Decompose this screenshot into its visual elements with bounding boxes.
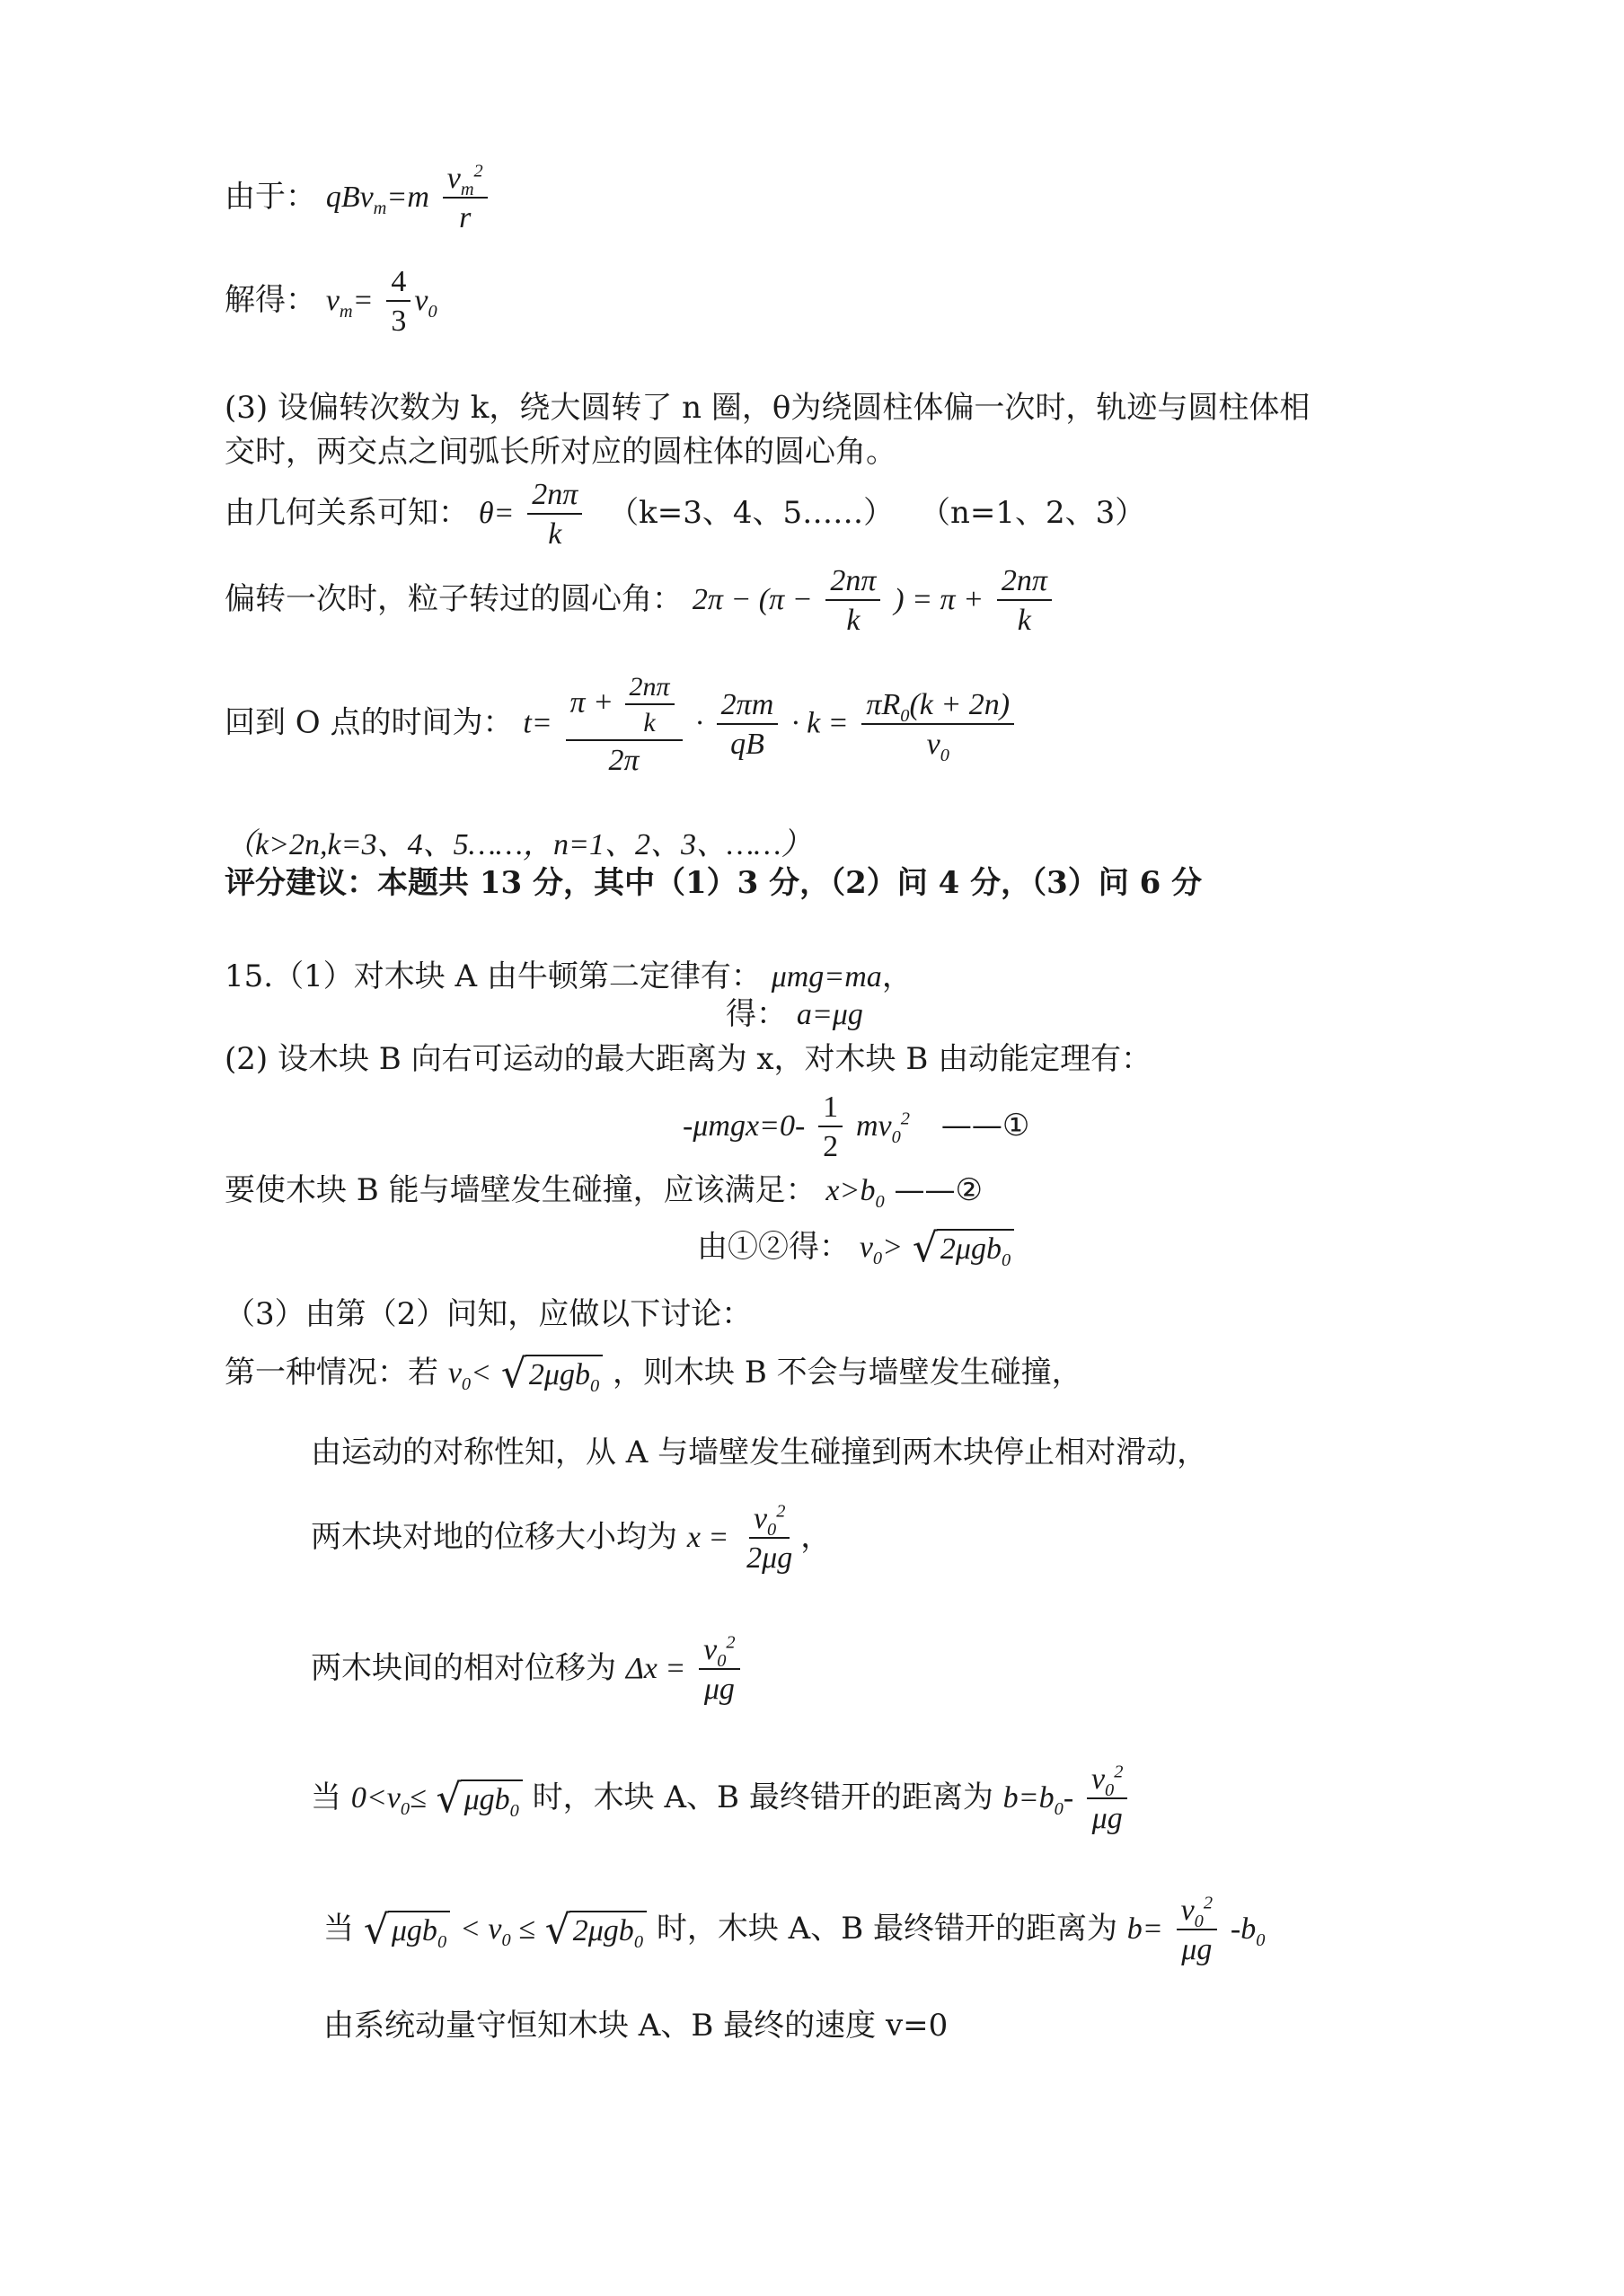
k-n-condition: （k>2n,k=3、4、5……，n=1、2、3、……）: [225, 828, 812, 861]
case-one: 第一种情况：若 $v_0<$ √ 2μgb$_0$ ，则木块 B 不会与墙壁发生碰撞，: [225, 1351, 1082, 1397]
part3-text-b: 交时，两交点之间弧长所对应的圆柱体的圆心角。: [225, 434, 896, 470]
eq-lorentz: 由于： qBv$_m$=m $\frac{v_m^2}{r}$: [225, 162, 491, 235]
eq-energy: -μmgx=0- $\frac{1}{2}$ $mv_0^2$ ——①: [683, 1091, 1030, 1164]
part3-intro: （3）由第（2）问知，应做以下讨论：: [225, 1296, 753, 1332]
eq-displacement: 两木块对地的位移大小均为 x = $\frac{v_0^2}{2\mu g}$ ，: [311, 1501, 832, 1576]
eq-vm: 解得： $v_m=$ $\frac{4}{3}$ $v_0$: [225, 265, 437, 339]
case-b: 当 √ μgb$_0$ < $v_0$ ≤ √ 2μgb$_0$ 时，木块 A、B 最终错开的距离为 b= $\frac{v_0^2}{\mu g}$ $-b_0$: [323, 1893, 1266, 1967]
q15-part2: (2) 设木块 B 向右可运动的最大距离为 x，对木块 B 由动能定理有：: [225, 1041, 1152, 1077]
eq-theta: 由几何关系可知： θ= $\frac{2n\pi}{k}$ （k=3、4、5……） （n=1、2、3）: [225, 478, 1146, 552]
eq-time: 回到 O 点的时间为： t= π + $\frac{2n\pi}{k}$ 2π · $\frac{2\pi m}{qB}$ · k = $\frac{\pi R_0(k + 2n)}{v_0}$: [225, 672, 1018, 777]
symmetry-note: 由运动的对称性知，从 A 与墙壁发生碰撞到两木块停止相对滑动，: [311, 1435, 1208, 1470]
scoring-note: 评分建议：本题共 13 分，其中（1）3 分，（2）问 4 分，（3）问 6 分: [225, 865, 1203, 901]
eq-relative: 两木块间的相对位移为 Δx = $\frac{v_0^2}{\mu g}$: [311, 1633, 744, 1707]
collision-condition: 要使木块 B 能与墙壁发生碰撞，应该满足： $x>b_0$ ——②: [225, 1172, 983, 1212]
q15-part1: 15.（1）对木块 A 由牛顿第二定律有： μmg=ma，: [225, 958, 913, 994]
part3-text-a: (3) 设偏转次数为 k，绕大圆转了 n 圈，θ为绕圆柱体偏一次时，轨迹与圆柱体相: [225, 390, 1311, 426]
final-velocity: 由系统动量守恒知木块 A、B 最终的速度 v=0: [323, 2008, 949, 2044]
v0-result: 由①②得： $v_0>$ √ 2μgb$_0$: [697, 1229, 1014, 1268]
q15-accel: 得： a=μg: [726, 996, 863, 1032]
eq-angle: 偏转一次时，粒子转过的圆心角： 2π − (π − $\frac{2n\pi}{k}$ ) = π + $\frac{2n\pi}{k}$: [225, 564, 1055, 638]
case-a: 当 $0<v_0\le$ √ μgb$_0$ 时，木块 A、B 最终错开的距离为 $b=b_0-$ $\frac{v_0^2}{\mu g}$: [311, 1762, 1131, 1836]
